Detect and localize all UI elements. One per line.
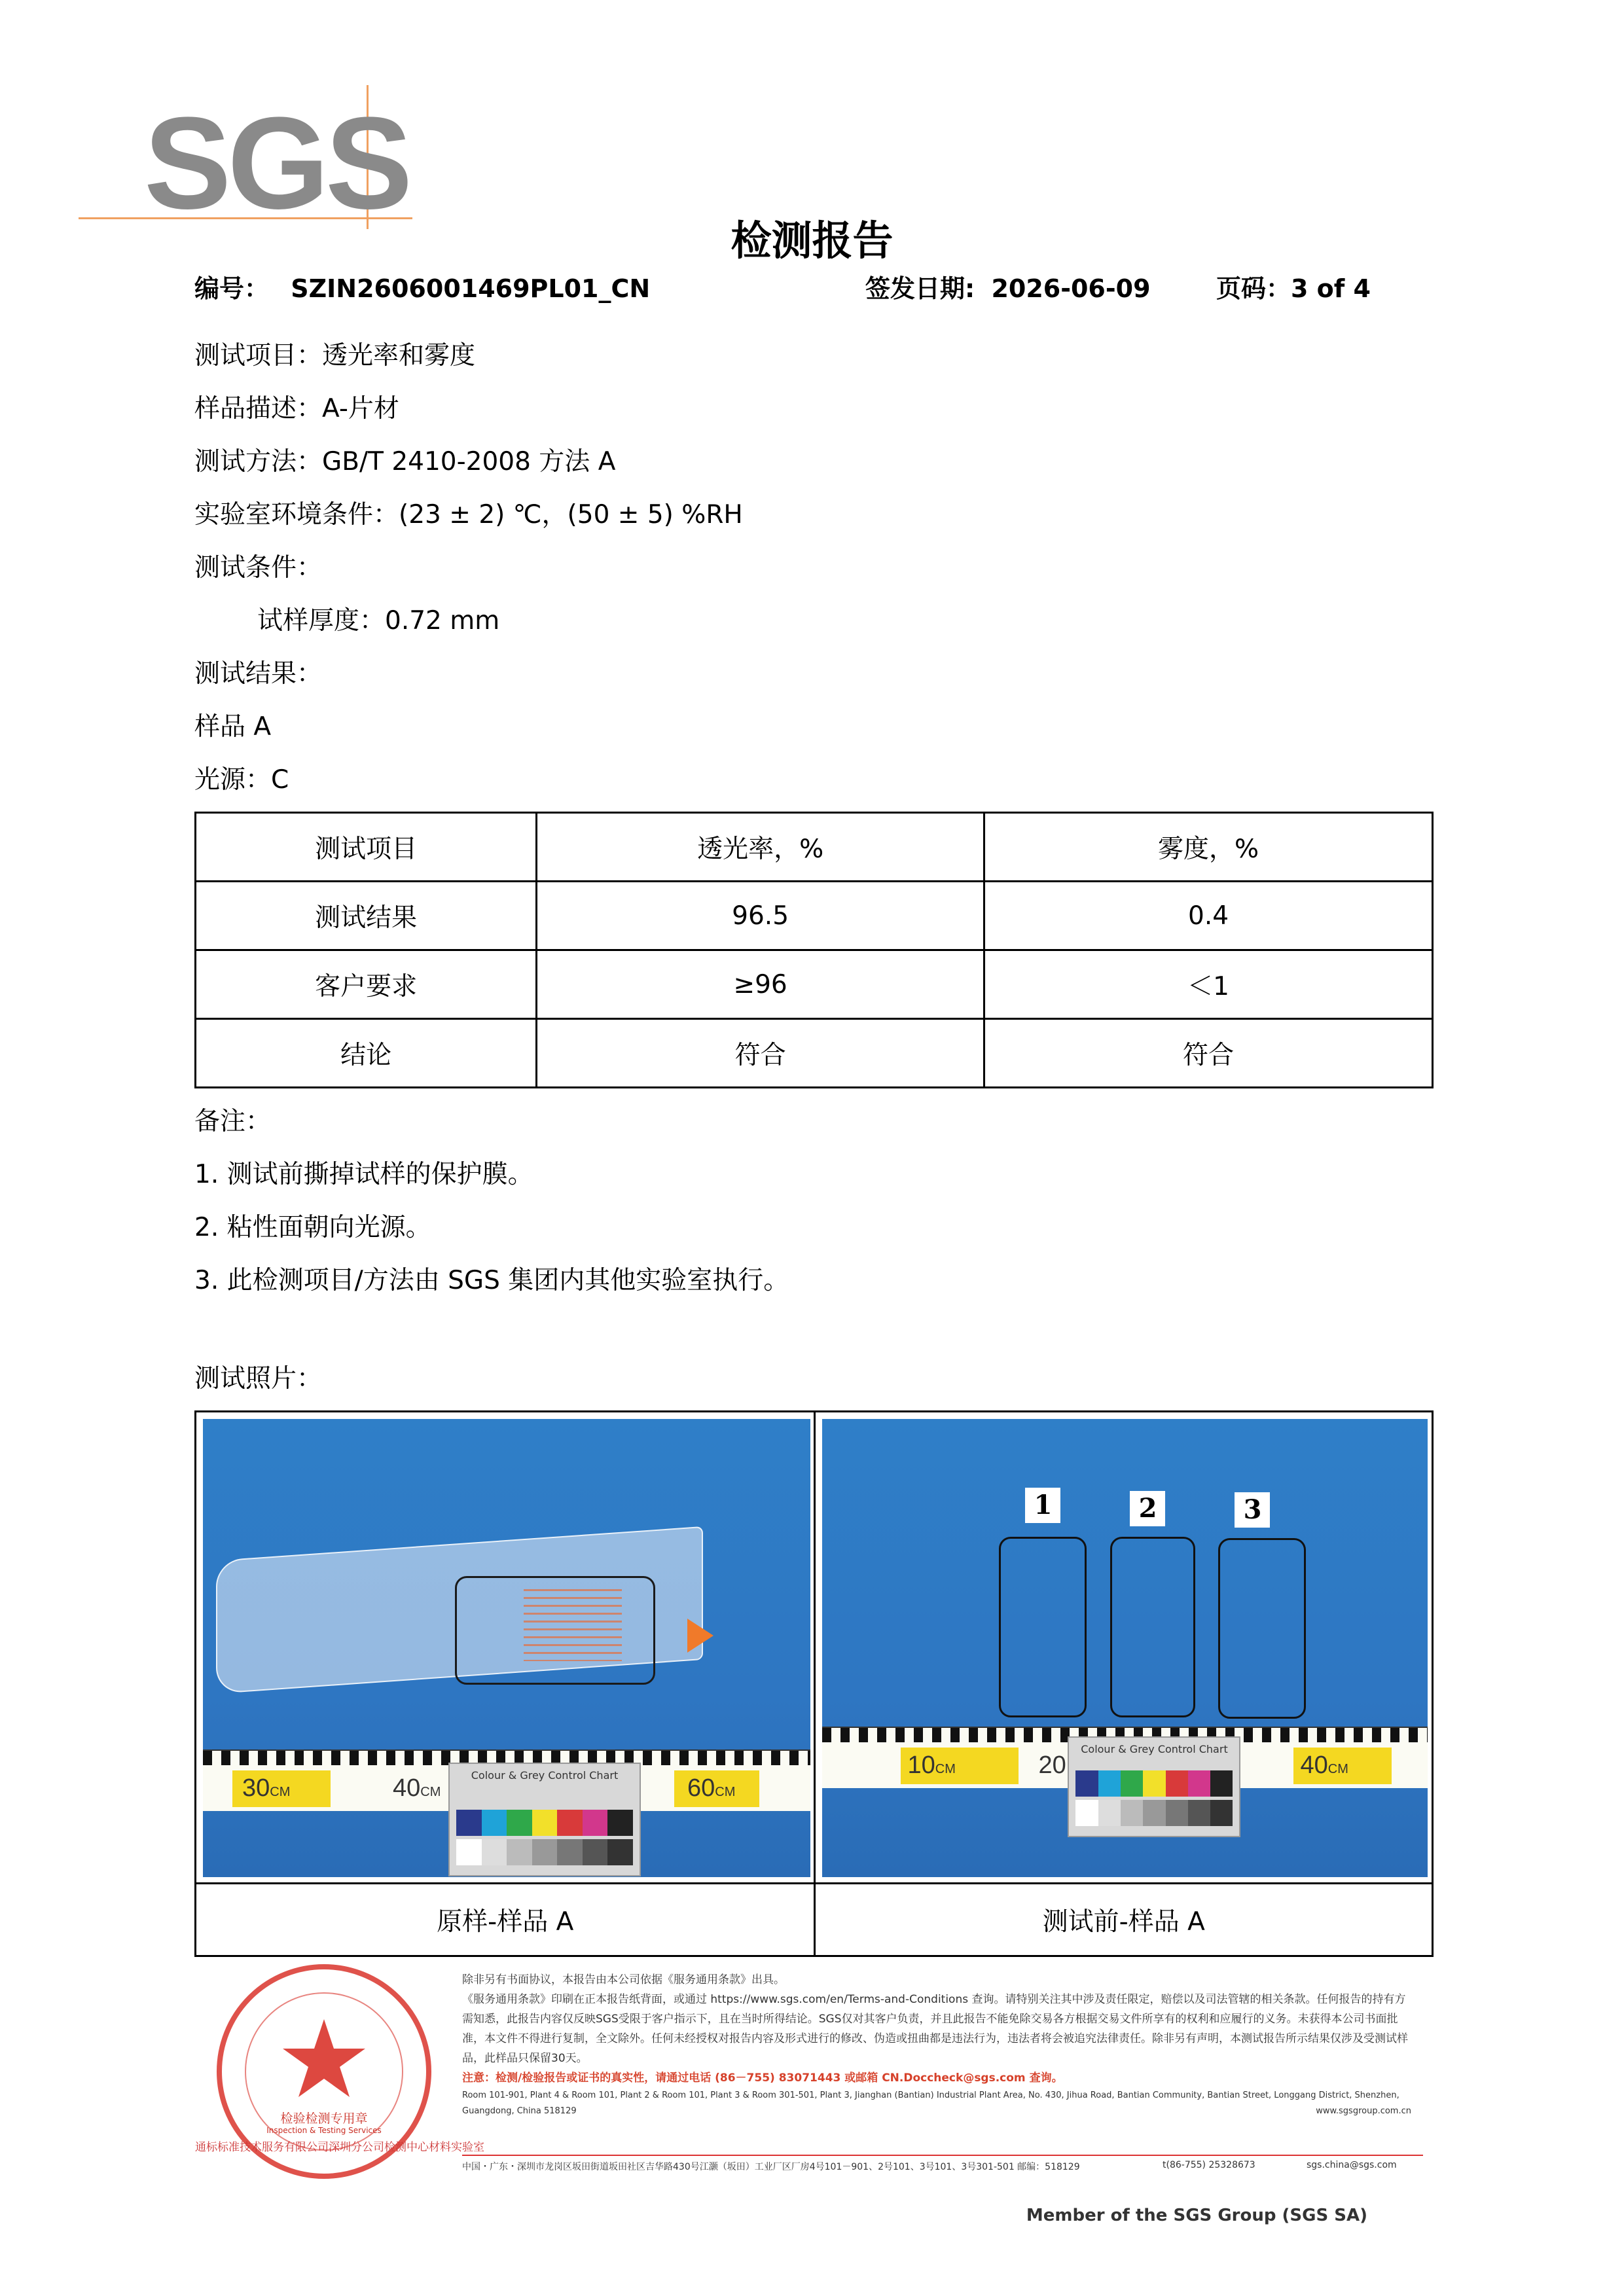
sample-line: 样品 A [194,712,272,742]
sample-outline [1218,1538,1306,1719]
light-source-line: 光源：C [194,765,289,795]
page-title: 检测报告 [731,217,893,264]
table-header-cell: 雾度，% [984,813,1433,882]
test-item-line: 测试项目：透光率和雾度 [194,341,476,370]
sample-outline [999,1537,1087,1717]
website-link[interactable]: www.sgsgroup.com.cn [1316,2106,1411,2116]
issue-date-label: 签发日期: [865,274,975,303]
colour-control-chart [448,1763,641,1876]
colour-chart-label: Colour & Grey Control Chart [1081,1743,1228,1755]
ruler-label: 40CM [1300,1751,1348,1779]
sample-outline [1110,1537,1195,1717]
stamp-en-text: Inspection & Testing Services [266,2126,382,2135]
table-cell: 符合 [984,1019,1433,1088]
note-item: 1. 测试前撕掉试样的保护膜。 [194,1160,533,1189]
table-row [196,1019,1433,1088]
table-row [196,950,1433,1019]
stamp-center-text: 检验检测专用章 [280,2111,368,2126]
colour-control-chart [1068,1736,1240,1837]
phone-number: t(86-755) 25328673 [1163,2160,1255,2170]
photo-before-test-sample [822,1419,1428,1877]
orange-tab [687,1619,713,1653]
test-method-line: 测试方法：GB/T 2410-2008 方法 A [194,447,616,476]
photo-cell-before-test [815,1412,1433,1884]
sample-description-line: 样品描述：A-片材 [194,394,399,423]
table-cell: 测试结果 [196,882,537,950]
ruler-label: 20 [1038,1751,1066,1779]
note-item: 3. 此检测项目/方法由 SGS 集团内其他实验室执行。 [194,1266,789,1295]
test-results-line: 测试结果： [194,659,323,689]
photos-table [194,1410,1434,1957]
printed-text-on-film [524,1589,622,1661]
photo-caption: 测试前-样品 A [815,1884,1433,1956]
table-cell: 96.5 [537,882,984,950]
sample-number-card: 2 [1130,1491,1165,1526]
results-table [194,812,1434,1088]
thickness-line: 试样厚度：0.72 mm [257,606,500,636]
page-number [1216,268,1371,304]
footer-divider [462,2155,1423,2156]
photo-cell-original [196,1412,815,1884]
report-number-value: SZIN2606001469PL01_CN [291,274,651,303]
table-row [196,882,1433,950]
colour-chart-label: Colour & Grey Control Chart [471,1769,619,1782]
photo-caption: 原样-样品 A [196,1884,815,1956]
sgs-logo-text: SGS [144,90,409,236]
table-header-cell: 测试项目 [196,813,537,882]
lab-environment-line: 实验室环境条件：(23 ± 2) ℃，(50 ± 5) %RH [194,500,743,529]
page-number-label: 页码： [1216,274,1291,303]
ruler-label: 60CM [687,1774,736,1802]
ruler-label: 10CM [907,1751,956,1779]
table-cell: ≥96 [537,950,984,1019]
table-cell: 结论 [196,1019,537,1088]
sample-number-card: 1 [1025,1488,1060,1523]
sample-number-card: 3 [1235,1492,1270,1528]
terms-paragraph: 除非另有书面协议，本报告由本公司依据《服务通用条款》出具。 [462,1973,785,1986]
table-cell: 0.4 [984,882,1433,950]
report-number [194,268,650,304]
table-header-row [196,813,1433,882]
page-number-value: 3 of 4 [1291,274,1371,303]
address-en: Room 101-901, Plant 4 & Room 101, Plant 2 & Room 101, Plant 3 & Room 301-501, Plant 3, Jianghan (Bantian) Industrial Plant Area, No. 430, Jihua Road, Bantian Community, Bantian Street, Longgang District, Shenzhen, Guangdong, China 518129 www.sgsgroup.com.cn [462,2088,1411,2119]
photos-title: 测试照片： [194,1364,323,1393]
sgs-logo [79,79,419,236]
photo-original-sample [203,1419,810,1877]
table-cell: 客户要求 [196,950,537,1019]
issue-date-value: 2026-06-09 [991,274,1151,303]
note-item: 2. 粘性面朝向光源。 [194,1213,431,1242]
member-of-sgs-group: Member of the SGS Group (SGS SA) [1026,2206,1367,2225]
test-conditions-line: 测试条件： [194,553,323,583]
authenticity-notice: 注意：检测/检验报告或证书的真实性，请通过电话 (86－755) 83071443 或邮箱 CN.Doccheck@sgs.com 查询。 [462,2072,1063,2085]
address-cn: 中国・广东・深圳市龙岗区坂田街道坂田社区吉华路430号江灏（坂田）工业厂区厂房4号101－901、2号101、3号101、3号301-501 邮编：518129 t(86-755) 25328673 sgs.china@sgs.com [462,2160,1397,2172]
ruler-label: 40CM [393,1774,441,1802]
table-cell: 符合 [537,1019,984,1088]
report-number-label: 编号： [194,274,270,303]
lab-name-text: 通标标准技术服务有限公司深圳分公司检测中心材料实验室 [195,2141,484,2154]
terms-paragraph: 《服务通用条款》印刷在正本报告纸背面，或通过 https://www.sgs.com/en/Terms-and-Conditions 查询。请特别关注其中涉及责任限定，赔偿以及司法管辖的相关条款。任何报告的持有方需知悉，此报告内容仅反映SGS受限于客户指示下，且在当时所得结论。SGS仅对其客户负责，并且此报告不能免除交易各方根据交易文件所享有的权利和应履行的义务。未获得本公司书面批准，本文件不得进行复制，全文除外。任何未经授权对报告内容及形式进行的修改、伪造或扭曲都是违法行为，违法者将会被追究法律责任。除非另有声明，本测试报告所示结果仅涉及受测试样品，此样品只保留30天。 [462,1993,1408,2065]
issue-date [865,268,1151,304]
ruler-label: 30CM [242,1774,291,1802]
email-address[interactable]: sgs.china@sgs.com [1307,2160,1397,2170]
table-header-cell: 透光率，% [537,813,984,882]
table-cell: ＜1 [984,950,1433,1019]
notes-title: 备注： [194,1107,272,1136]
terms-text [462,1970,1411,2119]
